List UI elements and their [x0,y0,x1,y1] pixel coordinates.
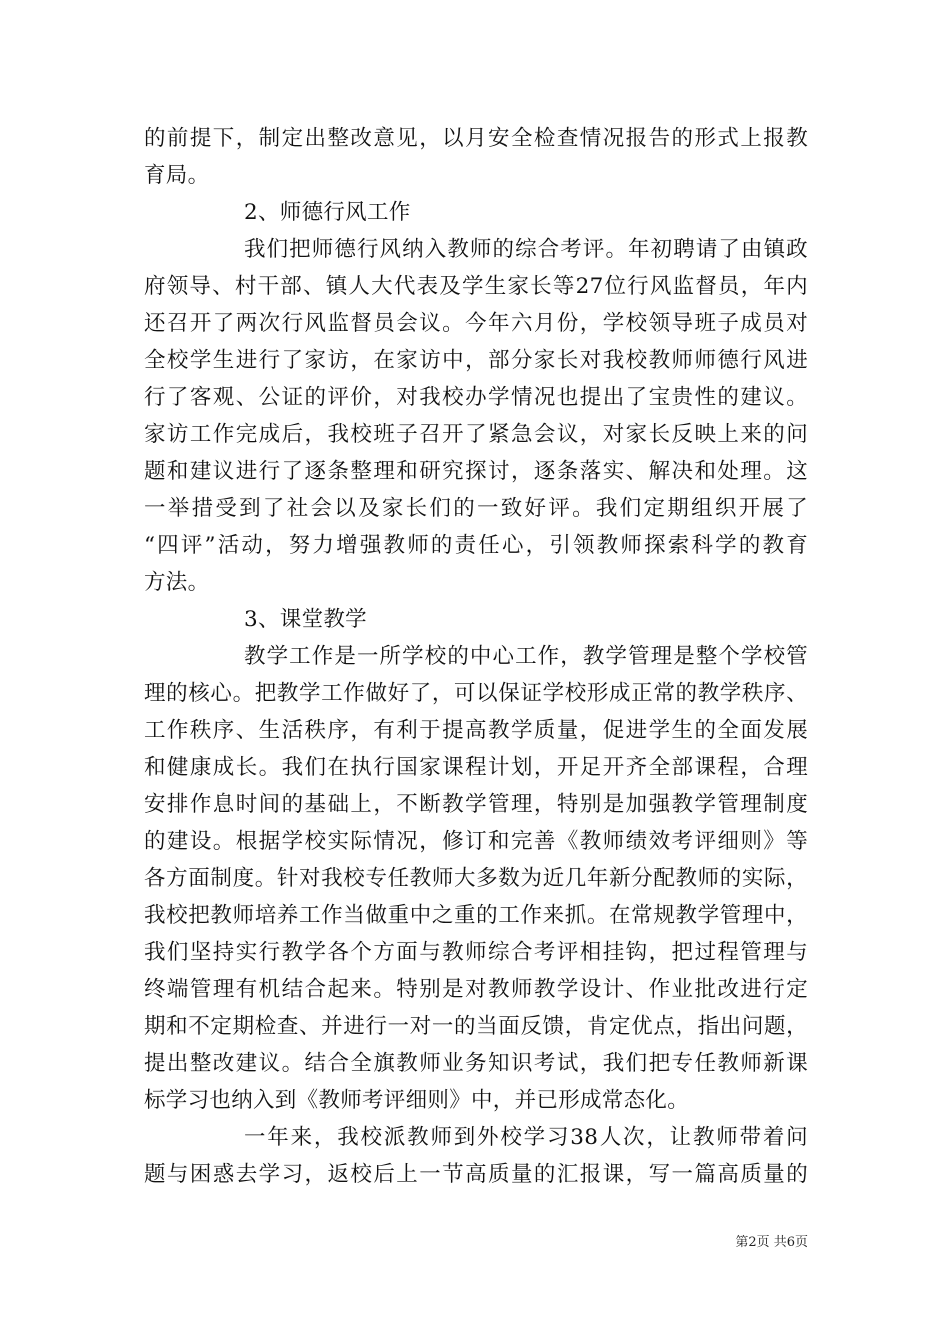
text-line: 一年来，我校派教师到外校学习38人次，让教师带着问 [244,1125,808,1150]
text-line: 育局。 [144,163,210,188]
text-line: 各方面制度。针对我校专任教师大多数为近几年新分配教师的实际， [144,866,808,891]
text-line: 一举措受到了社会以及家长们的一致好评。我们定期组织开展了 [144,496,808,521]
section-heading: 3、课堂教学 [244,607,367,632]
text-line: 理的核心。把教学工作做好了，可以保证学校形成正常的教学秩序、 [144,681,808,706]
text-line: 我校把教师培养工作当做重中之重的工作来抓。在常规教学管理中， [144,903,808,928]
text-line: “四评”活动，努力增强教师的责任心，引领教师探索科学的教育 [144,533,808,558]
text-line: 安排作息时间的基础上，不断教学管理，特别是加强教学管理制度 [144,792,808,817]
text-line: 的建设。根据学校实际情况，修订和完善《教师绩效考评细则》等 [144,829,808,854]
text-line: 我们把师德行风纳入教师的综合考评。年初聘请了由镇政 [244,237,808,262]
text-line: 的前提下，制定出整改意见，以月安全检查情况报告的形式上报教 [144,126,808,151]
text-line: 方法。 [144,570,210,595]
text-line: 终端管理有机结合起来。特别是对教师教学设计、作业批改进行定 [144,977,808,1002]
text-line: 提出整改建议。结合全旗教师业务知识考试，我们把专任教师新课 [144,1051,808,1076]
page-number: 第2页 共6页 [735,1235,808,1250]
text-line: 家访工作完成后，我校班子召开了紧急会议，对家长反映上来的问 [144,422,808,447]
text-line: 行了客观、公证的评价，对我校办学情况也提出了宝贵性的建议。 [144,385,808,410]
text-line: 标学习也纳入到《教师考评细则》中，并已形成常态化。 [144,1088,690,1113]
text-line: 我们坚持实行教学各个方面与教师综合考评相挂钩，把过程管理与 [144,940,808,965]
text-line: 教学工作是一所学校的中心工作，教学管理是整个学校管 [244,644,808,669]
text-line: 期和不定期检查、并进行一对一的当面反馈，肯定优点，指出问题， [144,1014,808,1039]
text-line: 题与困惑去学习，返校后上一节高质量的汇报课，写一篇高质量的 [144,1162,808,1187]
text-line: 还召开了两次行风监督员会议。今年六月份，学校领导班子成员对 [144,311,808,336]
text-line: 和健康成长。我们在执行国家课程计划，开足开齐全部课程，合理 [144,755,808,780]
text-line: 全校学生进行了家访，在家访中，部分家长对我校教师师德行风进 [144,348,808,373]
text-line: 府领导、村干部、镇人大代表及学生家长等27位行风监督员，年内 [144,274,808,299]
text-line: 题和建议进行了逐条整理和研究探讨，逐条落实、解决和处理。这 [144,459,808,484]
section-heading: 2、师德行风工作 [244,200,411,225]
text-line: 工作秩序、生活秩序，有利于提高教学质量，促进学生的全面发展 [144,718,808,743]
